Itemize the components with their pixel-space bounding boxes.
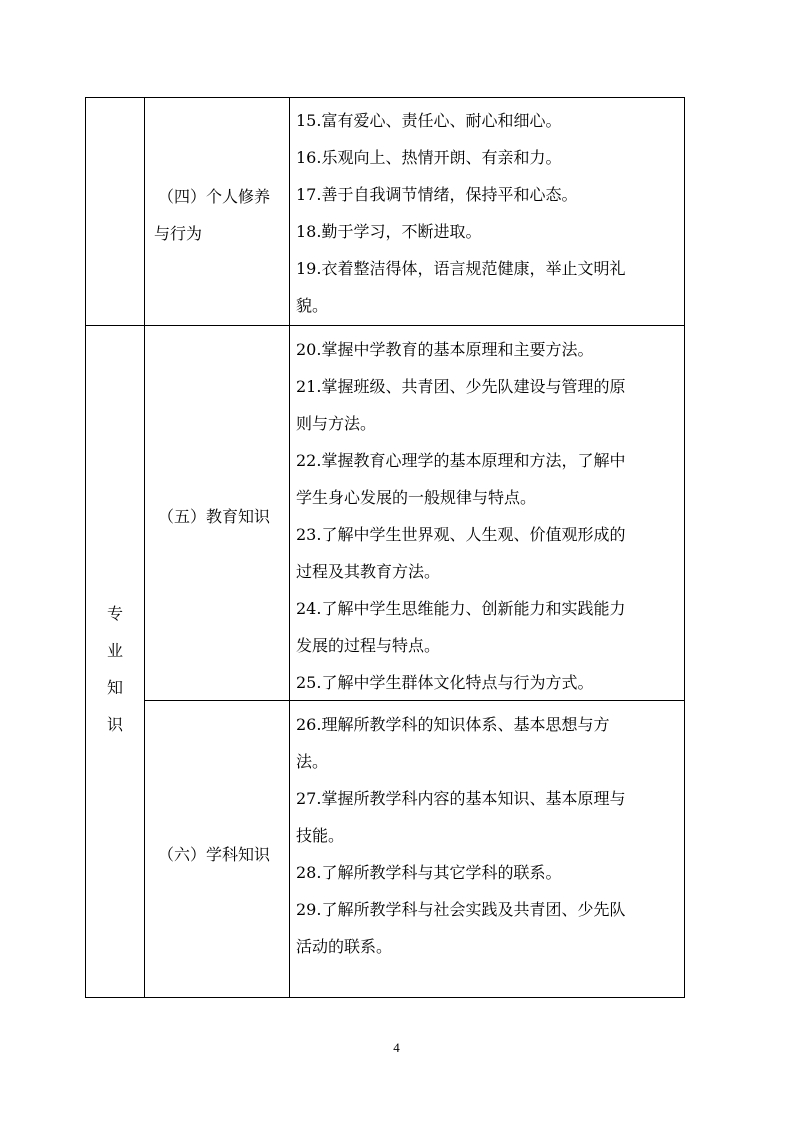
item-line: 活动的联系。 <box>296 937 393 956</box>
item-line: 15.富有爱心、责任心、耐心和细心。 <box>296 111 562 130</box>
item-line: 过程及其教育方法。 <box>296 562 441 581</box>
item-line: 貌。 <box>296 296 329 315</box>
category-char: 识 <box>106 715 123 734</box>
category-char: 知 <box>106 678 123 697</box>
item-line: 28.了解所教学科与其它学科的联系。 <box>296 863 562 882</box>
item-line: 24.了解中学生思维能力、创新能力和实践能力 <box>296 599 626 618</box>
item-line: 21.掌握班级、共青团、少先队建设与管理的原 <box>296 377 626 396</box>
item-line: 25.了解中学生群体文化特点与行为方式。 <box>296 673 594 692</box>
item-line: 法。 <box>296 752 329 771</box>
row-divider-1 <box>86 325 684 326</box>
item-line: 19.衣着整洁得体，语言规范健康，举止文明礼 <box>296 259 626 278</box>
column-divider-1 <box>144 98 145 997</box>
item-line: 20.掌握中学教育的基本原理和主要方法。 <box>296 340 594 359</box>
item-line: 17.善于自我调节情绪，保持平和心态。 <box>296 185 578 204</box>
standards-table <box>85 97 685 998</box>
item-line: 18.勤于学习，不断进取。 <box>296 222 482 241</box>
item-line: 学生身心发展的一般规律与特点。 <box>296 488 537 507</box>
item-line: 27.掌握所教学科内容的基本知识、基本原理与 <box>296 789 626 808</box>
category-char: 业 <box>106 641 123 660</box>
section-title: （六）学科知识 <box>158 845 271 864</box>
item-line: 26.理解所教学科的知识体系、基本思想与方 <box>296 715 610 734</box>
column-divider-2 <box>289 98 290 997</box>
item-line: 发展的过程与特点。 <box>296 636 441 655</box>
section-title: 与行为 <box>154 224 203 243</box>
item-line: 16.乐观向上、热情开朗、有亲和力。 <box>296 148 562 167</box>
category-char: 专 <box>106 604 123 623</box>
item-line: 技能。 <box>296 826 345 845</box>
page-number: 4 <box>393 1040 400 1055</box>
section-title: （五）教育知识 <box>158 507 271 526</box>
item-line: 则与方法。 <box>296 414 377 433</box>
item-line: 29.了解所教学科与社会实践及共青团、少先队 <box>296 900 626 919</box>
item-line: 22.掌握教育心理学的基本原理和方法，了解中 <box>296 451 626 470</box>
section-title: （四）个人修养 <box>158 187 271 206</box>
item-line: 23.了解中学生世界观、人生观、价值观形成的 <box>296 525 626 544</box>
